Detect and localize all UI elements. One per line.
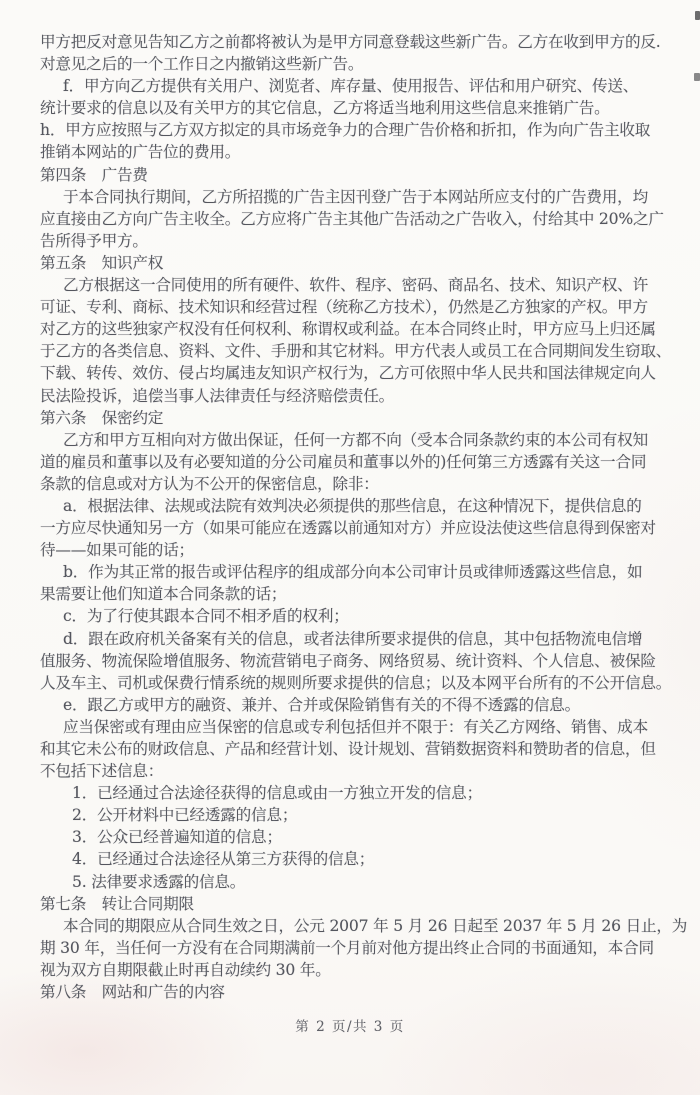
text-line: 甲方把反对意见告知乙方之前都将被认为是甲方同意登载这些新广告。乙方在收到甲方的反. xyxy=(40,33,661,51)
text-line: 第四条 广告费 xyxy=(40,165,148,184)
text-line: 民法险投诉，追偿当事人法律责任与经济赔偿责任。 xyxy=(40,386,395,405)
scan-artifact xyxy=(695,11,700,20)
text-line: 1．已经通过合法途径获得的信息或由一方独立开发的信息； xyxy=(72,784,482,803)
text-line: 人及车主、司机或保费行情系统的规则所要求提供的信息；以及本网平台所有的不公开信息。 xyxy=(40,673,672,692)
text-line: 乙方根据这一合同使用的所有硬件、软件、程序、密码、商品名、技术、知识产权、许 xyxy=(63,276,648,295)
text-line: 可证、专利、商标、技术知识和经营过程（统称乙方技术），仍然是乙方独家的产权。甲方 xyxy=(40,298,648,317)
text-line: 本合同的期限应从合同生效之日，公元 2007 年 5 月 26 日起至 2037 年 5 月 26 日止，为 xyxy=(63,916,688,935)
text-line: 第七条 转让合同期限 xyxy=(40,894,194,913)
text-line: 和其它未公布的财政信息、产品和经营计划、设计规划、营销数据资料和赞助者的信息，但 xyxy=(40,740,656,758)
text-line: h．甲方应按照与乙方双方拟定的具市场竞争力的合理广告价格和折扣，作为向广告主收取 xyxy=(40,121,651,140)
text-line: 告所得予甲方。 xyxy=(40,231,148,250)
text-line: 对乙方的这些独家产权没有任何权利、称谓权或利益。在本合同终止时，甲方应马上归还属 xyxy=(40,320,656,339)
text-line: 条款的信息或对方认为不公开的保密信息，除非： xyxy=(40,474,379,493)
text-line: 下载、转传、效仿、侵占均属违友知识产权行为，乙方可依照中华人民共和国法律规定向人 xyxy=(40,364,656,383)
text-line: 应当保密或有理由应当保密的信息或专利包括但并不限于：有关乙方网络、销售、成本 xyxy=(63,717,648,736)
text-line: d．跟在政府机关备案有关的信息，或者法律所要求提供的信息，其中包括物流电信增 xyxy=(63,629,643,648)
text-line: 3．公众已经普遍知道的信息； xyxy=(72,828,282,847)
text-line: 第六条 保密约定 xyxy=(40,408,164,427)
text-line: b．作为其正常的报告或评估程序的组成部分向本公司审计员或律师透露这些信息，如 xyxy=(63,563,643,582)
text-line: 道的雇员和董事以及有必要知道的分公司雇员和董事以外的)任何第三方透露有关这一合同 xyxy=(40,452,647,471)
text-line: 2．公开材料中已经透露的信息； xyxy=(72,806,298,825)
text-line: 不包括下述信息： xyxy=(40,762,164,781)
text-line: 期 30 年，当任何一方没有在合同期满前一个月前对他方提出终止合同的书面通知，本合同 xyxy=(40,938,654,957)
text-line: 果需要让他们知道本合同条款的话； xyxy=(40,585,287,604)
contract-body xyxy=(40,31,688,1003)
text-line: c．为了行使其跟本合同不相矛盾的权利； xyxy=(63,607,349,626)
text-line: 第八条 网站和广告的内容 xyxy=(40,983,225,1002)
text-line: 统计要求的信息以及有关甲方的其它信息，乙方将适当地利用这些信息来推销广告。 xyxy=(40,99,610,118)
text-line: 于乙方的各类信息、资料、文件、手册和其它材料。甲方代表人或员工在合同期间发生窃取、 xyxy=(40,342,672,361)
page-number: 第 2 页/共 3 页 xyxy=(295,1019,405,1035)
text-line: 值服务、物流保险增值服务、物流营销电子商务、网络贸易、统计资料、个人信息、被保险 xyxy=(40,651,656,670)
text-line: a．根据法律、法规或法院有效判决必须提供的那些信息，在这种情况下，提供信息的 xyxy=(63,496,642,515)
text-line: 视为双方自期限截止时再自动续约 30 年。 xyxy=(40,960,331,979)
text-line: f．甲方向乙方提供有关用户、浏览者、库存量、使用报告、评估和用户研究、传送、 xyxy=(63,77,639,96)
text-line: 乙方和甲方互相向对方做出保证，任何一方都不向（受本合同条款约束的本公司有权知 xyxy=(63,430,648,449)
text-line: 推销本网站的广告位的费用。 xyxy=(40,143,241,162)
text-line: 一方应尽快通知另一方（如果可能应在透露以前通知对方）并应设法使这些信息得到保密对 xyxy=(40,519,656,538)
text-line: e．跟乙方或甲方的融资、兼并、合并或保险销售有关的不得不透露的信息。 xyxy=(63,695,581,714)
text-line: 应直接由乙方向广告主收全。乙方应将广告主其他广告活动之广告收入，付给其中 20%之广 xyxy=(40,209,664,228)
text-line: 第五条 知识产权 xyxy=(40,253,164,272)
text-line: 4．已经通过合法途径从第三方获得的信息； xyxy=(72,850,375,869)
text-line: 待——如果可能的话； xyxy=(40,541,194,560)
text-line: 对意见之后的一个工作日之内撤销这些新广告。 xyxy=(40,55,364,74)
text-line: 5. 法律要求透露的信息。 xyxy=(72,872,246,891)
scan-artifact xyxy=(694,73,700,81)
text-line: 于本合同执行期间，乙方所招揽的广告主因刊登广告于本网站所应支付的广告费用，均 xyxy=(63,187,648,206)
